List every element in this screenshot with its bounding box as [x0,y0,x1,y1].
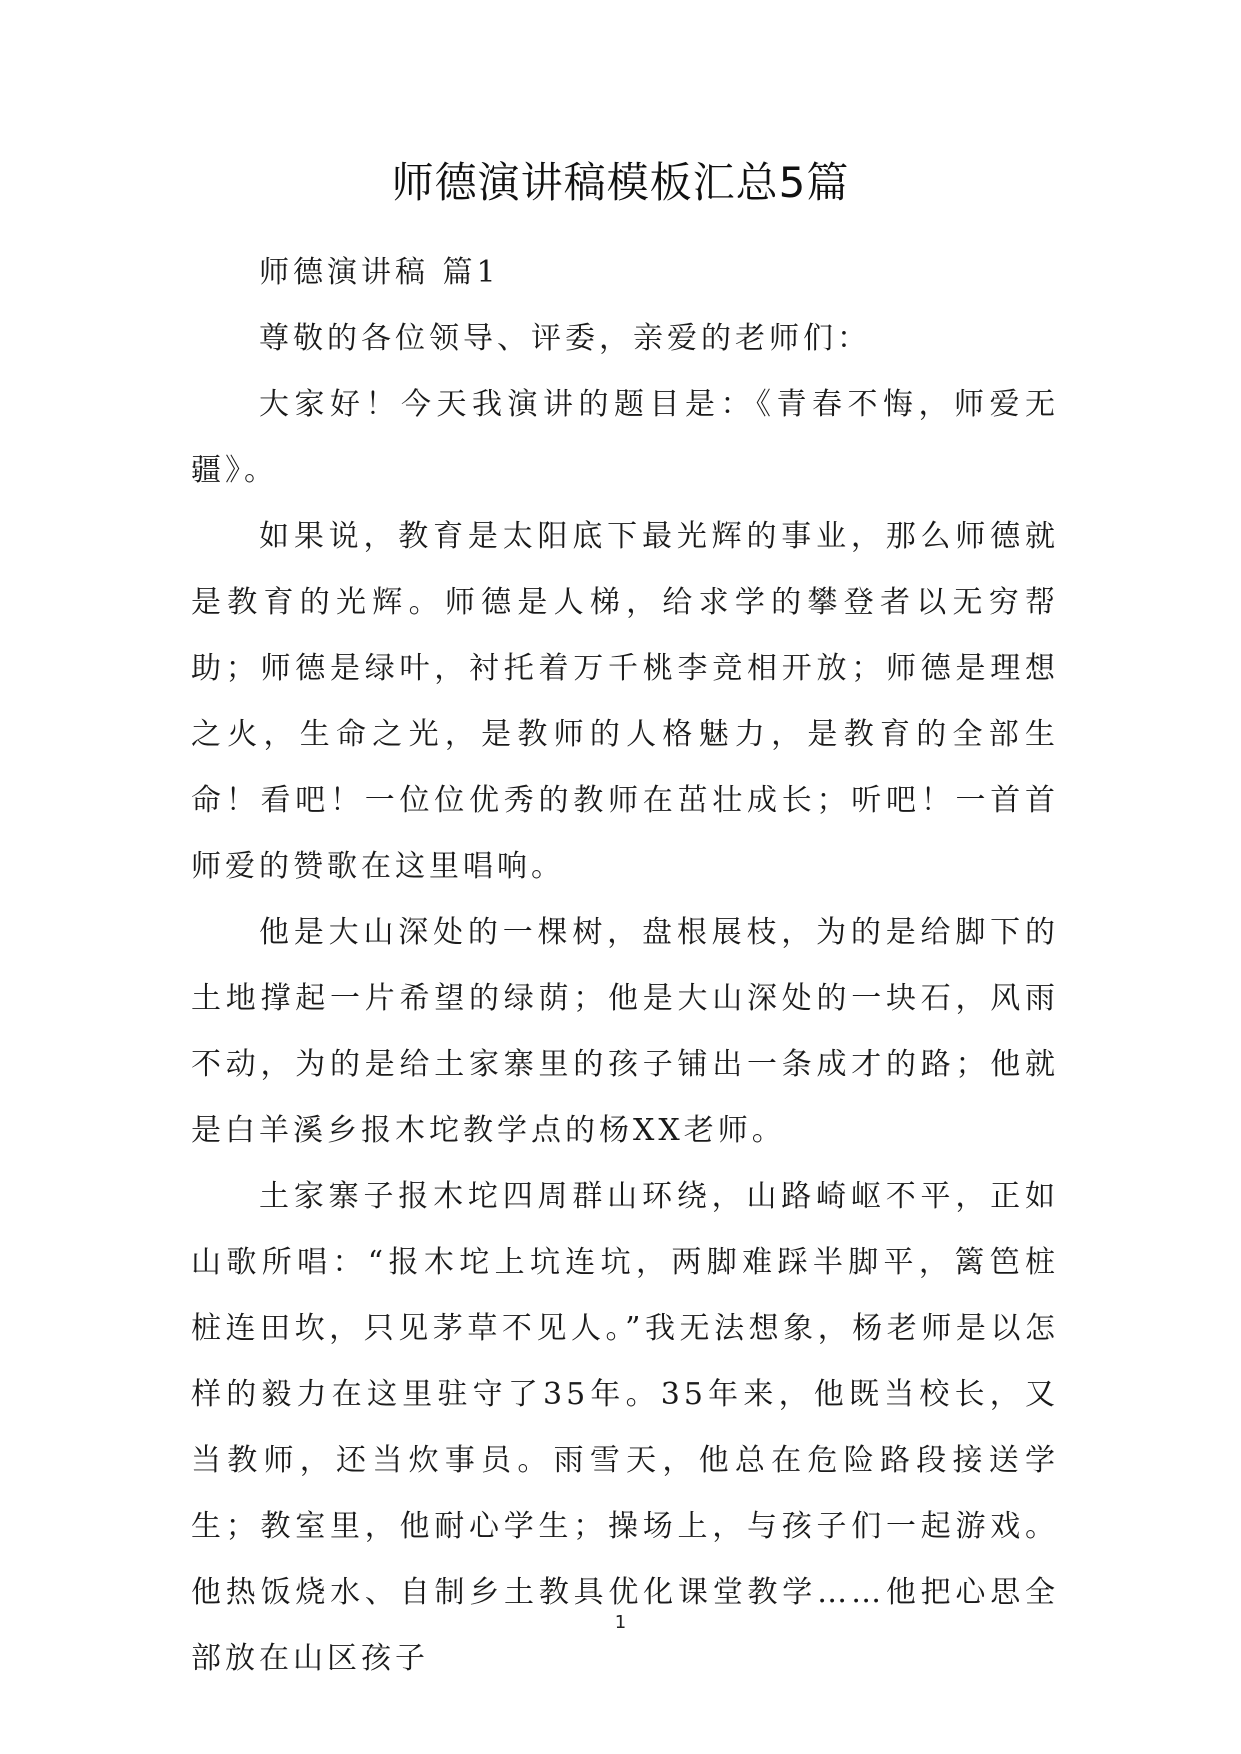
body-paragraph: 土家寨子报木坨四周群山环绕，山路崎岖不平，正如山歌所唱：“报木坨上坑连坑，两脚难踩半脚平，篱笆桩桩连田坎，只见茅草不见人。”我无法想象，杨老师是以怎样的毅力在这里驻守了35年。35年来，他既当校长，又当教师，还当炊事员。雨雪天，他总在危险路段接送学生；教室里，他耐心学生；操场上，与孩子们一起游戏。他热饭烧水、自制乡土教具优化课堂教学……他把心思全部放在山区孩子 [191,1179,1059,1676]
body-paragraph: 他是大山深处的一棵树，盘根展枝，为的是给脚下的土地撑起一片希望的绿荫；他是大山深处的一块石，风雨不动，为的是给土家寨里的孩子铺出一条成才的路；他就是白羊溪乡报木坨教学点的杨XX老师。 [191,915,1059,1148]
body-paragraph: 如果说，教育是太阳底下最光辉的事业，那么师德就是教育的光辉。师德是人梯，给求学的攀登者以无穷帮助；师德是绿叶，衬托着万千桃李竞相开放；师德是理想之火，生命之光，是教师的人格魅力，是教育的全部生命！看吧！一位位优秀的教师在茁壮成长；听吧！一首首师爱的赞歌在这里唱响。 [191,519,1059,884]
section-heading: 师德演讲稿 篇1 [259,255,500,290]
document-title: 师德演讲稿模板汇总5篇 [391,158,850,207]
body-paragraph: 大家好！今天我演讲的题目是：《青春不悔，师爱无疆》。 [191,387,1059,488]
salutation-paragraph: 尊敬的各位领导、评委，亲爱的老师们： [259,321,871,356]
page-number: 1 [614,1612,627,1633]
document-body [191,240,1059,1692]
